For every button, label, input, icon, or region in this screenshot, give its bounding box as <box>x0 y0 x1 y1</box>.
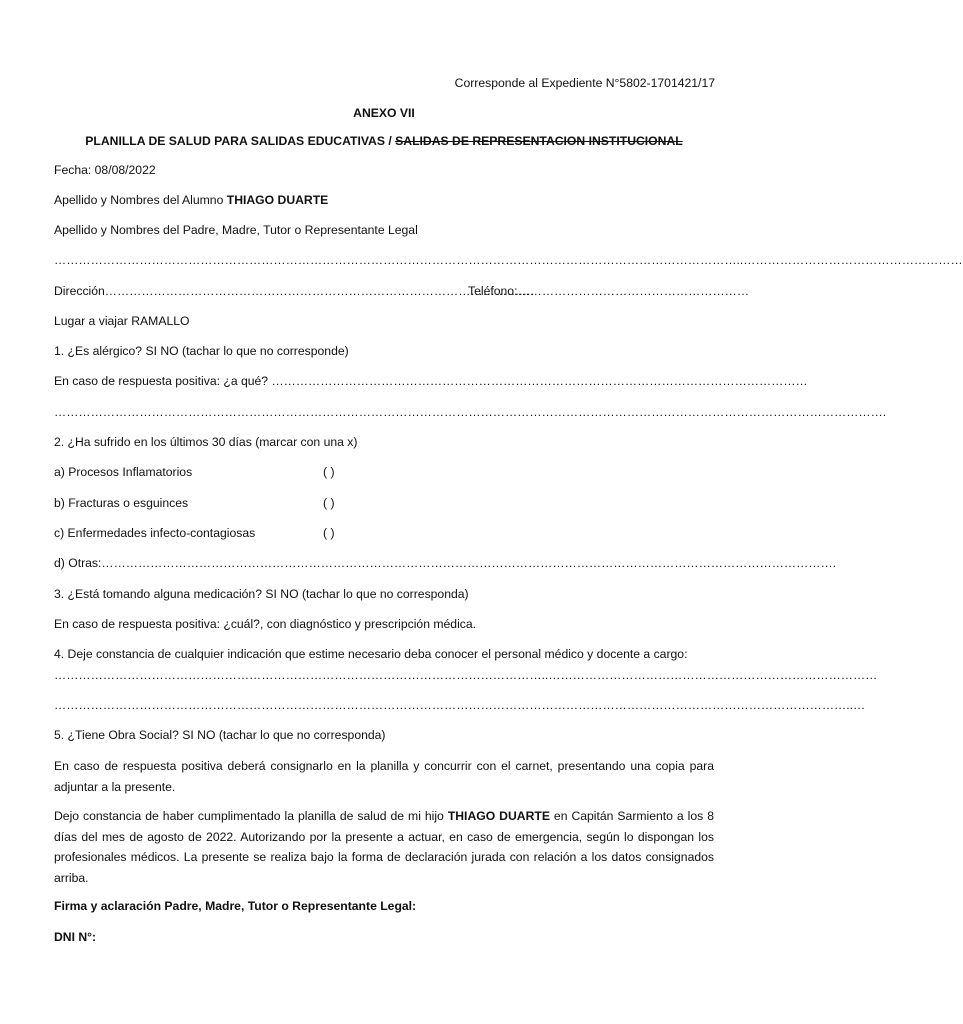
condition-checkbox[interactable]: ( ) <box>323 496 335 510</box>
indications-dots-2: ……………………………………………………………………………………………………………………………………………………………………………..… <box>54 698 866 712</box>
question-indications: 4. Deje constancia de cualquier indicación que estime necesario deba conocer el personal médico y docente a cargo: <box>54 647 688 661</box>
phone-field[interactable]: Teléfono:………………………………………………… <box>468 284 750 298</box>
expediente-reference: Corresponde al Expediente N°5802-1701421/17 <box>454 76 715 90</box>
signature-label[interactable]: Firma y aclaración Padre, Madre, Tutor o Representante Legal: <box>54 899 417 913</box>
guardian-name-label: Apellido y Nombres del Padre, Madre, Tutor o Representante Legal <box>54 223 418 237</box>
declaration-text-2: en Capitán Sarmiento a los 8 días del mes de agosto de 2022. Autorizando por la presente a actuar, en caso de emergencia, según lo dispongan los profesionales médicos. La presente se realiza bajo la forma de declaración jurada con relación a los datos consignados arriba. <box>54 809 714 885</box>
destination-field: Lugar a viajar RAMALLO <box>54 314 190 328</box>
declaration-child-name: THIAGO DUARTE <box>447 809 550 823</box>
indications-dots-1: …………………………………………………………………………………………………………..……………………………………………………………………… <box>54 668 878 682</box>
other-conditions-text: d) Otras:………………………………………………………………………………………………………………………………………………………………. <box>54 556 837 570</box>
dni-field[interactable]: DNI N°: <box>54 930 97 944</box>
guardian-name-blank[interactable] <box>54 253 963 267</box>
form-title-main: PLANILLA DE SALUD PARA SALIDAS EDUCATIVAS / <box>85 134 396 148</box>
condition-option-label: b) Fracturas o esguinces <box>54 496 189 510</box>
question-allergy: 1. ¿Es alérgico? SI NO (tachar lo que no corresponde) <box>54 344 349 358</box>
form-title-struck: SALIDAS DE REPRESENTACION INSTITUCIONAL <box>395 134 683 148</box>
address-phone-row <box>54 284 750 298</box>
condition-checkbox[interactable]: ( ) <box>323 465 335 479</box>
insurance-followup: En caso de respuesta positiva deberá consignarlo en la planilla y concurrir con el carnet, presentando una copia para adjuntar a la presente. <box>54 759 714 794</box>
declaration-paragraph <box>54 806 714 888</box>
question-health-insurance: 5. ¿Tiene Obra Social? SI NO (tachar lo que no corresponda) <box>54 728 386 742</box>
condition-option <box>54 465 454 479</box>
allergy-blank-line[interactable] <box>54 405 887 419</box>
medication-followup: En caso de respuesta positiva: ¿cuál?, con diagnóstico y prescripción médica. <box>54 617 477 631</box>
condition-option-label: a) Procesos Inflamatorios <box>54 465 193 479</box>
allergy-followup[interactable] <box>54 374 808 388</box>
indications-blank-line-2[interactable] <box>54 698 866 712</box>
address-field[interactable]: Dirección………………………………………………………………………………………….… <box>54 284 535 298</box>
guardian-name-dots: ……………………………………………………………………………………………………………………………………………………..……………………………………………… <box>54 253 963 267</box>
question-medication: 3. ¿Está tomando alguna medicación? SI NO (tachar lo que no corresponda) <box>54 587 469 601</box>
student-name-value: THIAGO DUARTE <box>226 193 329 207</box>
student-name-field <box>54 193 328 207</box>
condition-checkbox[interactable]: ( ) <box>323 526 335 540</box>
annex-title: ANEXO VII <box>353 106 415 120</box>
allergy-followup-text: En caso de respuesta positiva: ¿a qué? …………………………………………………………………………………………………………………… <box>54 374 808 388</box>
other-conditions-field[interactable] <box>54 556 837 570</box>
student-name-label: Apellido y Nombres del Alumno <box>54 193 227 207</box>
condition-option-label: c) Enfermedades infecto-contagiosas <box>54 526 256 540</box>
allergy-dots: ……………………………………………………………………………………………………………………………………………………………………………………. <box>54 405 887 419</box>
condition-option <box>54 526 454 540</box>
condition-option <box>54 496 454 510</box>
indications-blank-line-1[interactable] <box>54 668 878 682</box>
form-title <box>0 134 768 148</box>
question-recent-conditions: 2. ¿Ha sufrido en los últimos 30 días (marcar con una x) <box>54 435 358 449</box>
declaration-text-1: Dejo constancia de haber cumplimentado la planilla de salud de mi hijo <box>54 809 448 823</box>
date-field: Fecha: 08/08/2022 <box>54 163 156 177</box>
